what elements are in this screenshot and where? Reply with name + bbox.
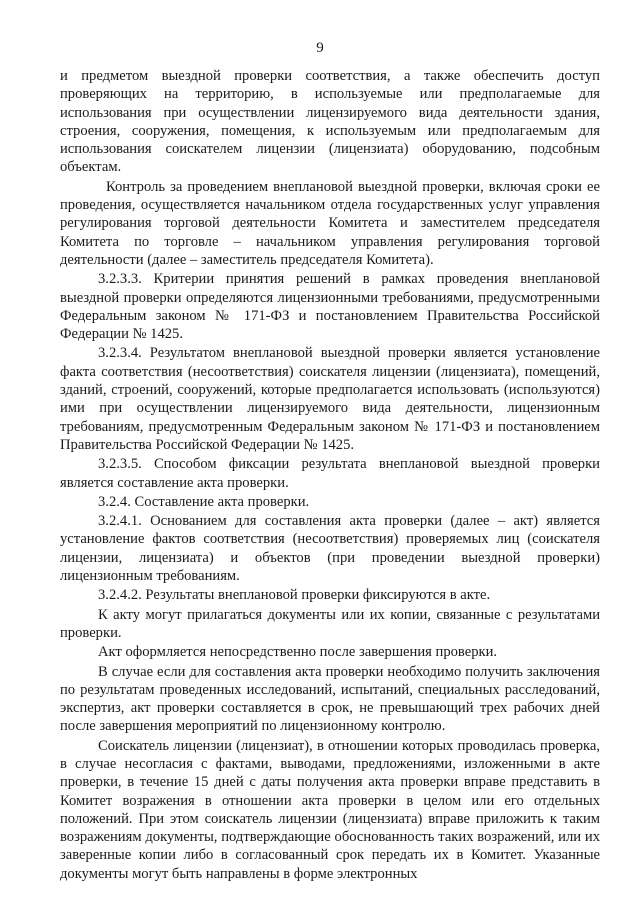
paragraph-2: Контроль за проведением внеплановой выездной проверки, включая сроки ее проведения, осуществляется начальником отдела государственных услуг управления регулирования торговой деятельности Комитета и заместителем председателя Комитета по торговле – начальником управления регулирования торговой деятельности (далее – заместитель председателя Комитета). (60, 178, 600, 268)
paragraph-10: Акт оформляется непосредственно после завершения проверки. (98, 644, 498, 661)
paragraph-1: и предметом выездной проверки соответствия, а также обеспечить доступ проверяющих на территорию, в используемые или предполагаемые для использования при осуществлении лицензируемого вида деятельности здания, строения, сооружения, помещения, к используемым или предполагаемым для использования соискателем лицензии (лицензиата) оборудованию, подсобным объектам. (60, 68, 600, 176)
paragraph-7: 3.2.4.1. Основанием для составления акта проверки (далее – акт) является установление фактов соответствия (несоответствия) проверяемых лиц (соискателя лицензии, лицензиата) и объектов (при проведении выездной проверки) лицензионным требованиям. (60, 513, 600, 585)
paragraph-4: 3.2.3.4. Результатом внеплановой выездной проверки является установление факта соответствия (несоответствия) соискателя лицензии (лицензиата), помещений, зданий, строений, сооружений, которые предполагается использовать (используются) ими при осуществлении лицензируемого вида деятельности, лицензионным требованиям, предусмотренным Федеральным законом № 171-ФЗ и постановлением Правительства Российской Федерации № 1425. (60, 345, 600, 453)
paragraph-11: В случае если для составления акта проверки необходимо получить заключения по результатам проведенных исследований, испытаний, специальных расследований, экспертиз, акт проверки составляется в срок, не превышающий трех рабочих дней после завершения мероприятий по лицензионному контролю. (60, 663, 600, 735)
paragraph-3: 3.2.3.3. Критерии принятия решений в рамках проведения внеплановой выездной проверки определяются лицензионными требованиями, предусмотренными Федеральным законом № 171-ФЗ и постановлением Правительства Российской Федерации № 1425. (60, 271, 600, 343)
paragraph-5: 3.2.3.5. Способом фиксации результата внеплановой выездной проверки является составление акта проверки. (60, 456, 600, 491)
page-number: 9 (316, 40, 324, 56)
paragraph-6: 3.2.4. Составление акта проверки. (98, 493, 310, 510)
document-body (60, 67, 600, 884)
paragraph-8: 3.2.4.2. Результаты внеплановой проверки фиксируются в акте. (98, 587, 491, 604)
paragraph-9: К акту могут прилагаться документы или их копии, связанные с результатами проверки. (60, 606, 600, 641)
paragraph-12: Соискатель лицензии (лицензиат), в отношении которых проводилась проверка, в случае несогласия с фактами, выводами, предложениями, изложенными в акте проверки, в течение 15 дней с даты получения акта проверки вправе представить в Комитет возражения в отношении акта проверки в целом или его отдельных положений. При этом соискатель лицензии (лицензиата) вправе приложить к таким возражениям документы, подтверждающие обоснованность таких возражений, или их заверенные копии либо в согласованный срок передать их в Комитет. Указанные документы могут быть направлены в форме электронных (60, 737, 600, 882)
